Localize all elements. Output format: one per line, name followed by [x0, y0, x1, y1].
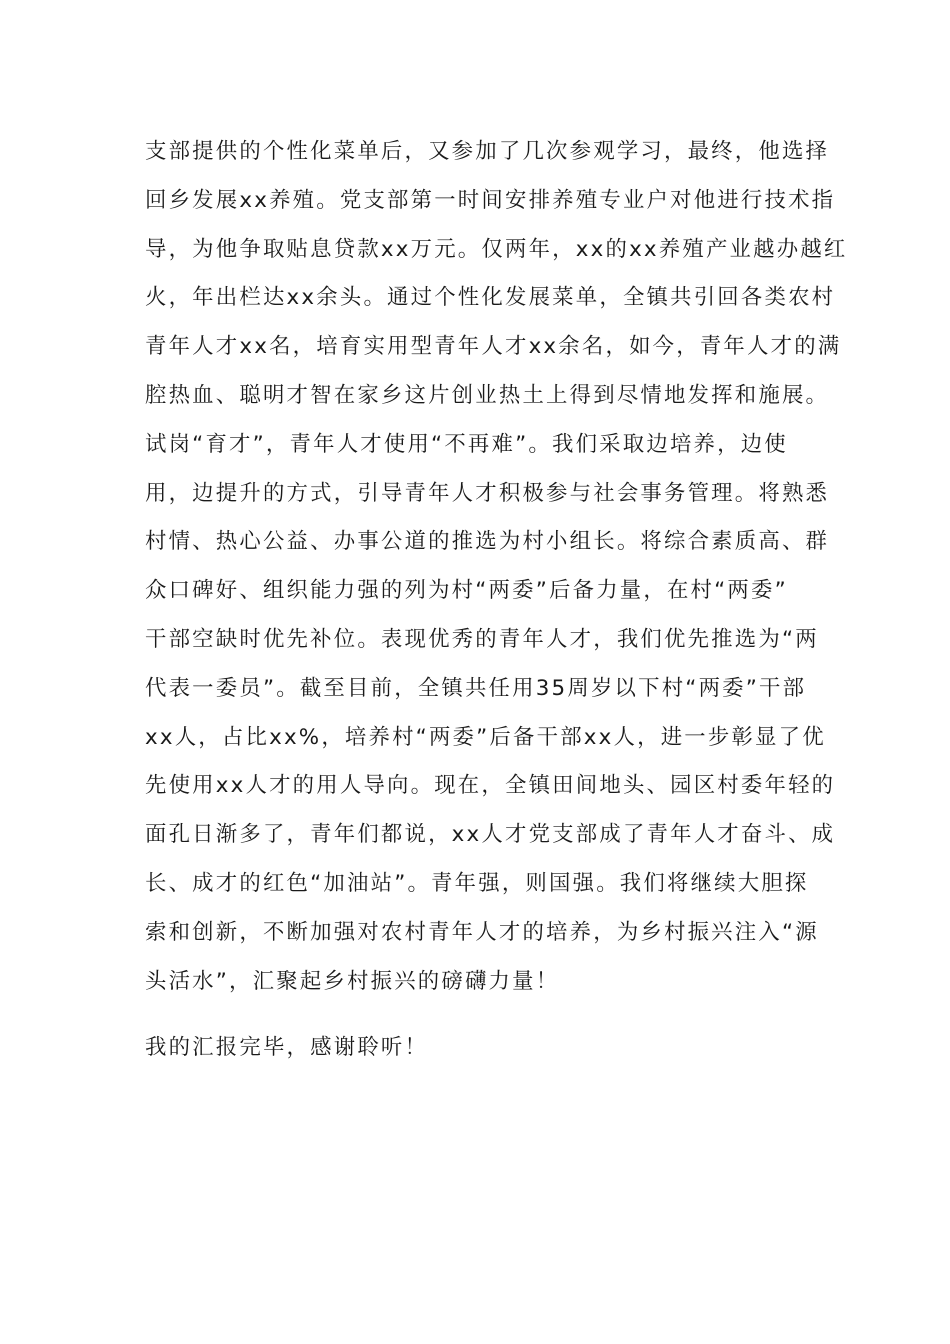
- text-line: 回乡发展xx养殖。党支部第一时间安排养殖专业户对他进行技术指: [145, 187, 836, 213]
- text-line: 面孔日渐多了，青年们都说，xx人才党支部成了青年人才奋斗、成: [145, 822, 836, 848]
- text-line: 先使用xx人才的用人导向。现在，全镇田间地头、园区村委年轻的: [145, 773, 836, 799]
- body-text: [145, 128, 848, 1006]
- text-line: 代表一委员”。截至目前，全镇共任用35周岁以下村“两委”干部: [145, 675, 807, 701]
- text-line: 众口碑好、组织能力强的列为村“两委”后备力量，在村“两委”: [145, 578, 788, 604]
- text-line: 导，为他争取贴息贷款xx万元。仅两年，xx的xx养殖产业越办越红: [145, 236, 848, 262]
- text-line: 村情、热心公益、办事公道的推选为村小组长。将综合素质高、群: [145, 529, 830, 555]
- text-line: xx人，占比xx%，培养村“两委”后备干部xx人，进一步彰显了优: [145, 724, 826, 750]
- text-line: 腔热血、聪明才智在家乡这片创业热土上得到尽情地发挥和施展。: [145, 382, 830, 408]
- text-line: 干部空缺时优先补位。表现优秀的青年人才，我们优先推选为“两: [145, 626, 819, 652]
- text-line: 头活水”，汇聚起乡村振兴的磅礴力量！: [145, 968, 560, 994]
- text-line: 试岗“育才”，青年人才使用“不再难”。我们采取边培养，边使: [145, 431, 788, 457]
- text-line: 用，边提升的方式，引导青年人才积极参与社会事务管理。将熟悉: [145, 480, 830, 506]
- text-line: 长、成才的红色“加油站”。青年强，则国强。我们将继续大胆探: [145, 870, 809, 896]
- text-line: 索和创新，不断加强对农村青年人才的培养，为乡村振兴注入“源: [145, 919, 819, 945]
- text-line: 支部提供的个性化菜单后，又参加了几次参观学习，最终，他选择: [145, 139, 830, 164]
- closing-remark: 我的汇报完毕，感谢聆听！: [145, 1035, 429, 1060]
- text-line: 青年人才xx名，培育实用型青年人才xx余名，如今，青年人才的满: [145, 334, 842, 360]
- text-line: 火，年出栏达xx余头。通过个性化发展菜单，全镇共引回各类农村: [145, 285, 836, 311]
